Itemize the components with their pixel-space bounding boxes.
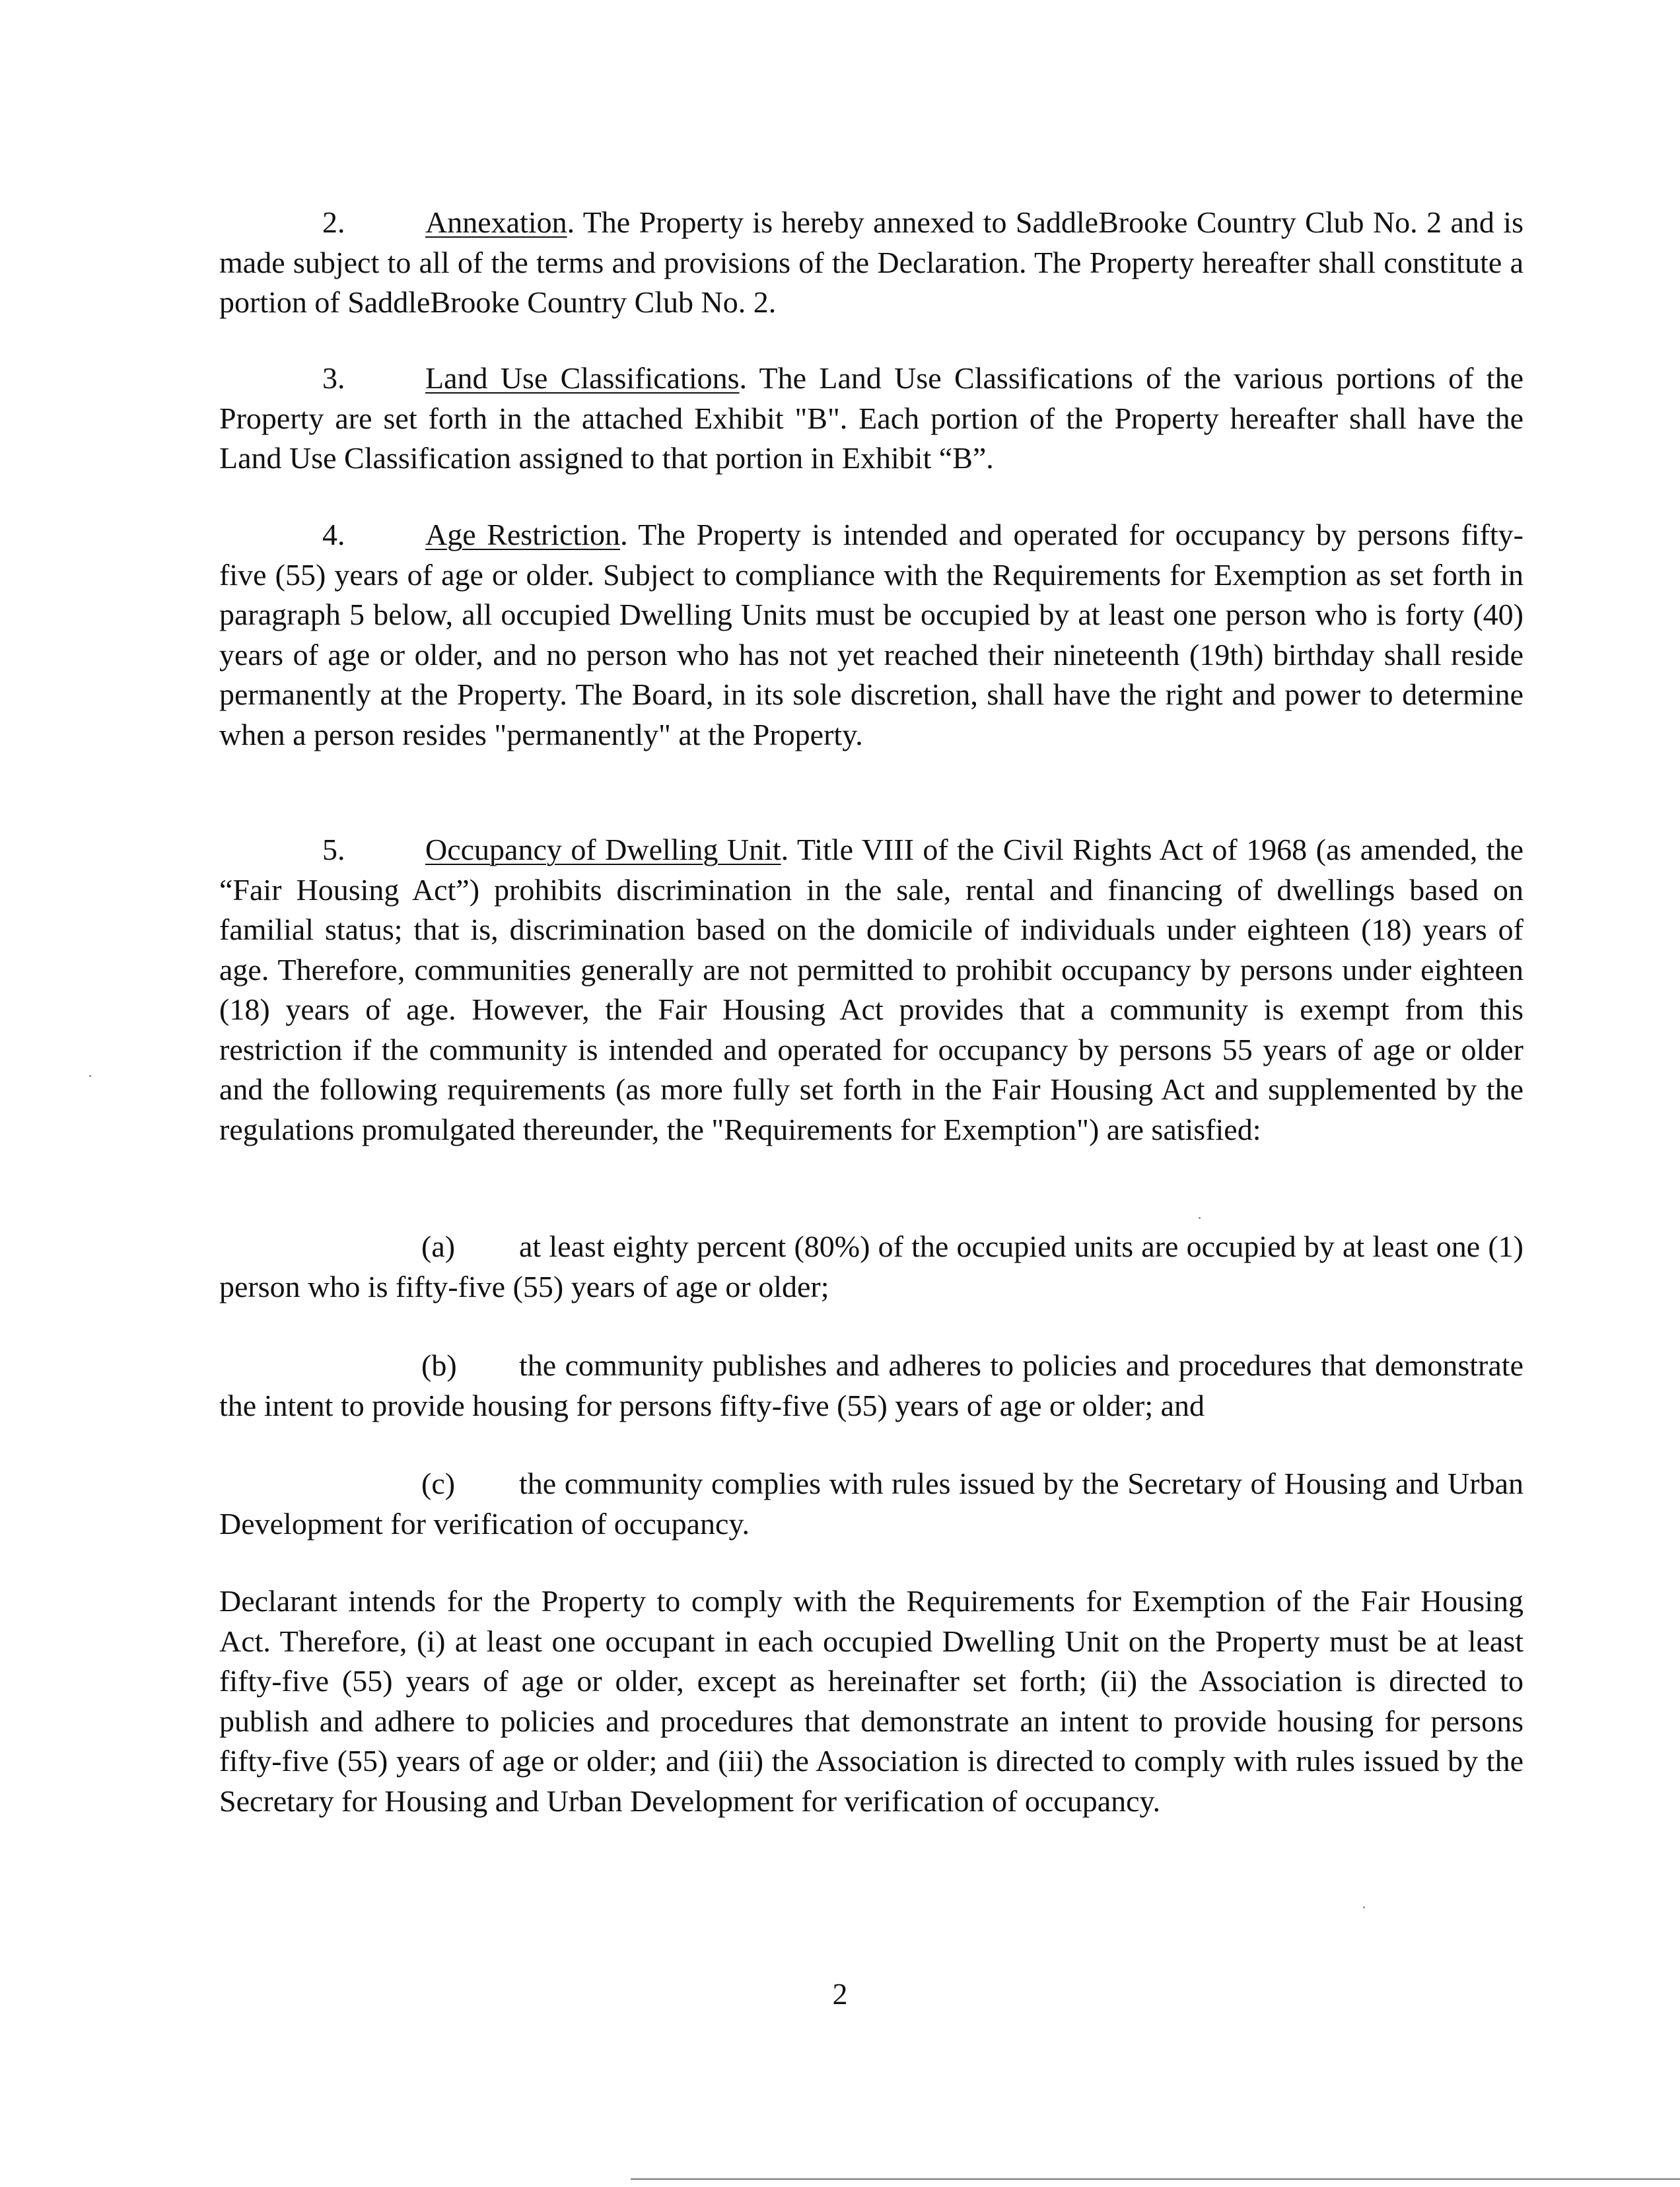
paragraph-body: . The Land Use Classifications of the various portions of the Property are set forth in the attached Exhibit "B". Each portion of the Property hereafter shall have the Land Use Classification assigned to that portion in Exhibit “B”. xyxy=(219,361,1523,475)
subparagraph-label: (a) xyxy=(421,1230,456,1263)
paragraph-heading: Land Use Classifications xyxy=(425,361,740,395)
paragraph-land-use xyxy=(219,359,1523,479)
paragraph-heading: Occupancy of Dwelling Unit xyxy=(425,833,781,866)
subparagraph-body: at least eighty percent (80%) of the occupied units are occupied by at least one (1) person who is fifty-five (55) years of age or older; xyxy=(219,1230,1523,1303)
paragraph-declarant-intent xyxy=(219,1581,1523,1821)
subparagraph-label: (c) xyxy=(421,1467,456,1500)
paragraph-age-restriction xyxy=(219,515,1523,755)
paragraph-number: 3. xyxy=(322,361,345,395)
subparagraph-body: the community publishes and adheres to policies and procedures that demonstrate the intent to provide housing for persons fifty-five (55) years of age or older; and xyxy=(219,1348,1523,1422)
subparagraph-b xyxy=(219,1346,1523,1426)
scan-edge-line xyxy=(631,2178,1680,2180)
paragraph-occupancy xyxy=(219,830,1523,1150)
paragraph-body: Declarant intends for the Property to comply with the Requirements for Exemption of the Fair Housing Act. Therefore, (i) at least one occupant in each occupied Dwelling Unit on the Property must be at least fifty-five (55) years of age or older, except as hereinafter set forth; (ii) the Association is directed to publish and adhere to policies and procedures that demonstrate an intent to provide housing for persons fifty-five (55) years of age or older; and (iii) the Association is directed to comply with rules issued by the Secretary for Housing and Urban Development for verification of occupancy. xyxy=(219,1584,1523,1818)
paragraph-number: 4. xyxy=(322,518,345,551)
paragraph-body: . The Property is hereby annexed to SaddleBrooke Country Club No. 2 and is made subject to all of the terms and provisions of the Declaration. The Property hereafter shall constitute a portion of SaddleBrooke Country Club No. 2. xyxy=(219,205,1523,319)
subparagraph-label: (b) xyxy=(421,1348,457,1382)
subparagraph-a xyxy=(219,1227,1523,1307)
subparagraph-body: the community complies with rules issued by the Secretary of Housing and Urban Development for verification of occupancy. xyxy=(219,1467,1523,1541)
paragraph-number: 2. xyxy=(322,205,345,239)
paragraph-annexation xyxy=(219,203,1523,323)
paragraph-body: . The Property is intended and operated for occupancy by persons fifty-five (55) years of age or older. Subject to compliance with the Requirements for Exemption as set forth in paragraph 5 below, all occupied Dwelling Units must be occupied by at least one person who is forty (40) years of age or older, and no person who has not yet reached their nineteenth (19th) birthday shall reside permanently at the Property. The Board, in its sole discretion, shall have the right and power to determine when a person resides "permanently" at the Property. xyxy=(219,518,1523,751)
subparagraph-c xyxy=(219,1464,1523,1544)
scan-speck xyxy=(1363,1906,1365,1908)
paragraph-number: 5. xyxy=(322,833,345,866)
paragraph-heading: Age Restriction xyxy=(425,518,621,551)
paragraph-heading: Annexation xyxy=(425,205,567,239)
scan-speck xyxy=(89,1075,91,1077)
paragraph-body: . Title VIII of the Civil Rights Act of 1968 (as amended, the “Fair Housing Act”) prohibits discrimination in the sale, rental and financing of dwellings based on familial status; that is, discrimination based on the domicile of individuals under eighteen (18) years of age. Therefore, communities generally are not permitted to prohibit occupancy by persons under eighteen (18) years of age. However, the Fair Housing Act provides that a community is exempt from this restriction if the community is intended and operated for occupancy by persons 55 years of age or older and the following requirements (as more fully set forth in the Fair Housing Act and supplemented by the regulations promulgated thereunder, the "Requirements for Exemption") are satisfied: xyxy=(219,833,1524,1146)
scan-speck xyxy=(1199,1217,1201,1219)
page-number: 2 xyxy=(832,1977,848,2011)
